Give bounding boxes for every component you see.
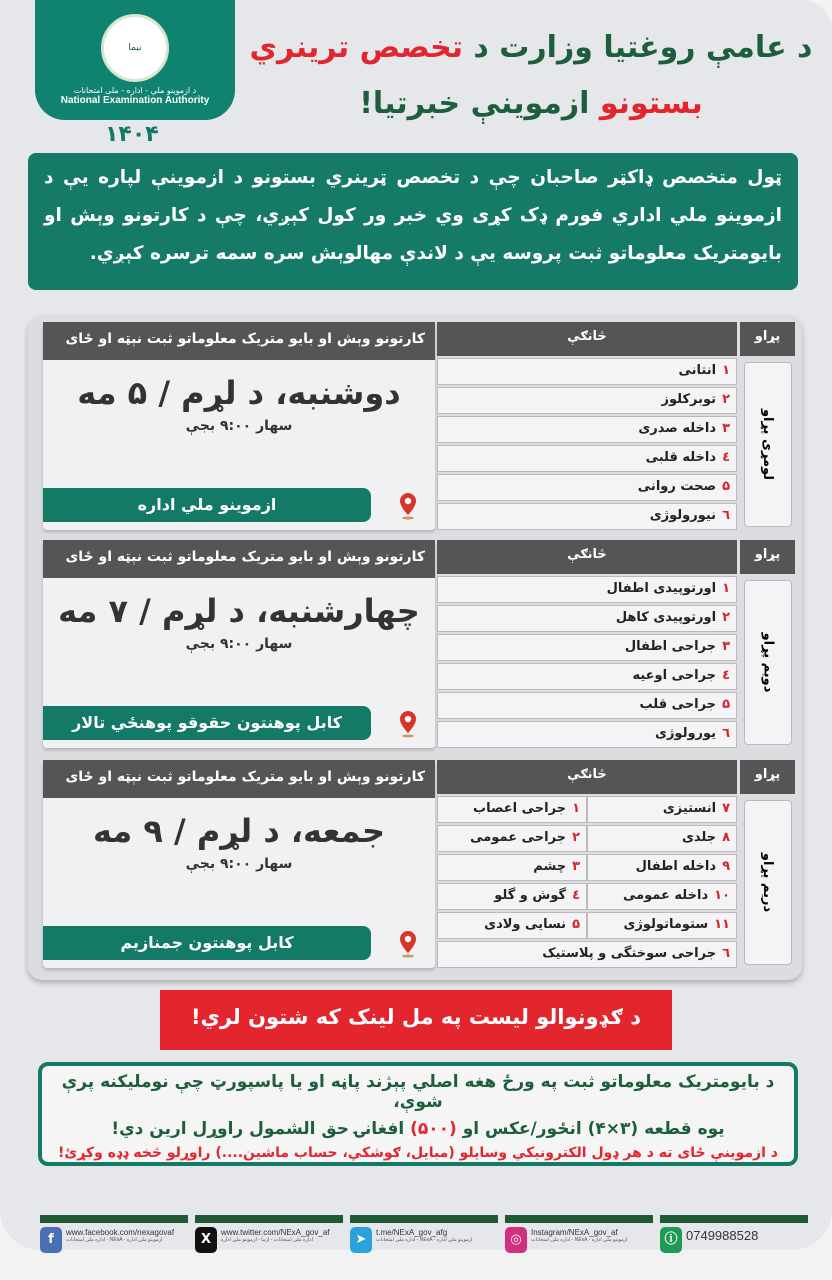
contact-subtext: اداره ملی امتحانات - NExA - ازموینو ملي اداره [66, 1237, 163, 1243]
page-title [242, 20, 820, 132]
footer-contact[interactable] [40, 1215, 188, 1255]
specialty-item [587, 912, 737, 939]
specialty-item [437, 692, 737, 719]
location-pin-icon [398, 710, 418, 738]
footer-bar [40, 1215, 188, 1223]
item-number: ٦ [722, 726, 730, 741]
contact-link[interactable]: Instagram/NExA_gov_af [531, 1228, 618, 1237]
item-number: ٦ [722, 946, 730, 961]
exam-date: دوشنبه، د لړم / ۵ مه [77, 374, 401, 412]
specialty-item [437, 941, 737, 968]
item-number: ۲ [722, 610, 730, 625]
phase-header: پړاو [740, 322, 795, 356]
item-number: ٦ [722, 508, 730, 523]
title-part: د عامې روغتیا وزارت د [462, 30, 813, 65]
footer-contact[interactable] [195, 1215, 343, 1255]
specialty-item [437, 721, 737, 748]
specialty-item [587, 796, 737, 823]
item-number: ۳ [722, 639, 730, 654]
specialty-item [437, 387, 737, 414]
specialty-name: داخله صدری [638, 421, 717, 436]
note-line-2 [42, 1118, 794, 1139]
venue-label: کابل پوهنتون حقوقو پوهنځي تالار [43, 706, 371, 740]
venue-label: کابل پوهنتون جمنازیم [43, 926, 371, 960]
specialty-name: انتانی [678, 363, 717, 378]
item-number: ۱ [572, 801, 580, 816]
specialty-item [437, 854, 587, 881]
specialty-item [437, 576, 737, 603]
specialties-table [437, 322, 737, 530]
facebook-icon: f [40, 1227, 62, 1253]
specialty-name: جراحی اعصاب [473, 801, 567, 816]
contact-link[interactable]: 0749988528 [686, 1228, 759, 1243]
specialty-item [437, 634, 737, 661]
item-number: ۲ [722, 392, 730, 407]
specialty-name: چشم [533, 859, 567, 874]
phase-column [740, 322, 795, 530]
specialty-name: داخله اطفال [635, 859, 717, 874]
contact-text [686, 1228, 758, 1243]
specialty-name: توبرکلوز [661, 392, 717, 407]
contact-link[interactable]: www.facebook.com/nexagovaf [66, 1228, 175, 1237]
specialty-item [587, 854, 737, 881]
specialty-item [437, 474, 737, 501]
card-header: کارتونو وېش او بایو متریک معلوماتو ثبت نېټه او ځای [43, 760, 435, 798]
specialty-item [587, 825, 737, 852]
specialty-item [437, 912, 587, 939]
specialties-table [437, 760, 737, 968]
telegram-icon: ➤ [350, 1227, 372, 1253]
specialty-item [437, 503, 737, 530]
specialty-name: صحت روانی [637, 479, 717, 494]
specialty-item [587, 883, 737, 910]
logo [35, 0, 235, 120]
org-local-name: د ازموینو ملي - اداره - ملی امتحانات [73, 86, 197, 95]
table-header: څانګې [437, 760, 737, 794]
contact-text [221, 1228, 329, 1243]
item-number: ۳ [722, 421, 730, 436]
x-twitter-icon: X [195, 1227, 217, 1253]
phase-label: لومړی پړاو [760, 408, 776, 481]
year: ۱۴۰۴ [105, 122, 159, 147]
specialty-item [437, 445, 737, 472]
contact-text [376, 1228, 473, 1243]
specialty-item [437, 883, 587, 910]
info-phone-icon: ⓘ [660, 1227, 682, 1253]
footer-bar [350, 1215, 498, 1223]
exam-time: سهار ۹:۰۰ بجې [185, 636, 293, 652]
specialty-item [437, 796, 587, 823]
item-number: ۷ [722, 801, 730, 816]
contact-text [66, 1228, 174, 1243]
title-part: ازموینې خبرتیا! [359, 86, 600, 121]
specialty-name: داخله عمومی [622, 888, 709, 903]
phase-box [744, 362, 792, 527]
specialty-item [437, 416, 737, 443]
contact-link[interactable]: www.twitter.com/NExA_gov_af [221, 1228, 330, 1237]
specialty-name: اورتوپیدی کاهل [615, 610, 717, 625]
specialty-item [437, 825, 587, 852]
item-number: ۲ [572, 830, 580, 845]
specialty-name: نسایی ولادی [484, 917, 567, 932]
footer-contact[interactable] [660, 1215, 808, 1255]
item-number: ۵ [722, 479, 730, 494]
specialty-item [437, 663, 737, 690]
footer-contacts [40, 1215, 800, 1255]
card-header: کارتونو وېش او بایو متریک معلوماتو ثبت نېټه او ځای [43, 540, 435, 578]
item-number: ٤ [572, 888, 580, 903]
fee-amount: (۵۰۰) [410, 1119, 457, 1139]
item-number: ۱۰ [714, 888, 730, 903]
specialty-name: داخله قلبی [645, 450, 717, 465]
contact-subtext: اداره ملی امتحانات - NExA - ازموینو ملي اداره [376, 1237, 473, 1243]
footer-contact[interactable] [350, 1215, 498, 1255]
item-number: ٤ [722, 668, 730, 683]
specialty-name: اورتوپیدی اطفال [606, 581, 717, 596]
phase-label: دویم پړاو [760, 632, 776, 693]
title-highlight: بستونو [599, 86, 703, 121]
phase-header: پړاو [740, 760, 795, 794]
contact-subtext: اداره ملی امتحانات - ازما - ازموینو ملي اداره [221, 1237, 314, 1243]
specialty-name: نیورولوژی [649, 508, 717, 523]
specialty-name: جراحی سوختگی و پلاستیک [542, 946, 717, 961]
footer-bar [505, 1215, 653, 1223]
note-line-1: د بایومتریک معلوماتو ثبت په ورځ هغه اصلي پېژند پاڼه او یا پاسپورټ چې نوملیکنه پرې شوې، [61, 1072, 775, 1112]
item-number: ۸ [722, 830, 730, 845]
note-text: یوه قطعه (۳×۴) انځور/عکس او [456, 1119, 725, 1139]
venue-label: ازموینو ملي اداره [43, 488, 371, 522]
specialty-name: جراحی اطفال [624, 639, 717, 654]
participants-list-banner: د ګډونوالو لیست په مل لینک که شتون لري! [160, 990, 672, 1050]
exam-time: سهار ۹:۰۰ بجې [185, 856, 293, 872]
exam-date: جمعه، د لړم / ۹ مه [92, 812, 386, 850]
specialty-name: جراحی عمومی [470, 830, 567, 845]
card-header: کارتونو وېش او بایو متریک معلوماتو ثبت نېټه او ځای [43, 322, 435, 360]
contact-subtext: اداره ملی امتحانات - NExA - ازموینو ملي اداره [531, 1237, 628, 1243]
specialty-name: جراحی قلب [639, 697, 717, 712]
specialty-name: ستوماتولوژی [623, 917, 709, 932]
specialty-name: جراحی اوعیه [632, 668, 717, 683]
item-number: ۵ [722, 697, 730, 712]
phase-column [740, 540, 795, 748]
specialty-item [437, 605, 737, 632]
item-number: ۵ [572, 917, 580, 932]
footer-bar [195, 1215, 343, 1223]
intro-text: ټول متخصص ډاکټر صاحبان چې د تخصص ټرینري بستونو د ازموینې لپاره یې د ازموینو ملي اداري فورم ډک کړی وي خبر ور کول کېږي، چې د کارتونو وېش او بایومتریک معلوماتو ثبت پروسه یې د لاندې مهالوېش سره سمه ترسره کېږي. [28, 153, 798, 290]
specialty-name: گوش و گلو [494, 888, 567, 903]
contact-text [531, 1228, 628, 1243]
table-header: څانګې [437, 322, 737, 356]
seal-logo: نیما [101, 14, 169, 82]
schedule-panel [28, 316, 802, 980]
date-venue-card [43, 322, 435, 530]
phase-section [43, 760, 795, 968]
phase-box [744, 580, 792, 745]
phase-section [43, 540, 795, 748]
requirements-note [38, 1062, 798, 1166]
footer-contact[interactable] [505, 1215, 653, 1255]
item-number: ۳ [572, 859, 580, 874]
table-header: څانګې [437, 540, 737, 574]
item-number: ۱ [722, 363, 730, 378]
date-venue-card [43, 540, 435, 748]
footer-bar [660, 1215, 808, 1223]
location-pin-icon [398, 492, 418, 520]
instagram-icon: ◎ [505, 1227, 527, 1253]
note-text: افغانۍ حق الشمول راوړل ارین دي! [111, 1119, 411, 1139]
item-number: ۱۱ [714, 917, 730, 932]
phase-header: پړاو [740, 540, 795, 574]
specialty-item [437, 358, 737, 385]
location-pin-icon [398, 930, 418, 958]
contact-link[interactable]: t.me/NExA_gov_afg [376, 1228, 448, 1237]
date-venue-card [43, 760, 435, 968]
specialty-name: یورولوژی [655, 726, 717, 741]
phase-box [744, 800, 792, 965]
item-number: ۱ [722, 581, 730, 596]
org-english-name: National Examination Authority [60, 95, 210, 106]
phase-column [740, 760, 795, 968]
title-highlight: تخصص ترینري [249, 30, 463, 65]
phase-section [43, 322, 795, 530]
specialties-table [437, 540, 737, 748]
note-line-3: د ازموینې ځای ته د هر ډول الکترونیکي وسایلو (مبایل، ګوشکي، حساب ماشین....) راوړلو څخه ډډه وکړئ! [58, 1145, 778, 1161]
item-number: ٤ [722, 450, 730, 465]
item-number: ۹ [722, 859, 730, 874]
phase-label: دریم پړاو [760, 852, 776, 913]
exam-time: سهار ۹:۰۰ بجې [185, 418, 293, 434]
specialty-name: انستیزی [662, 801, 717, 816]
exam-date: چهارشنبه، د لړم / ۷ مه [58, 592, 420, 630]
specialty-name: جلدی [681, 830, 717, 845]
